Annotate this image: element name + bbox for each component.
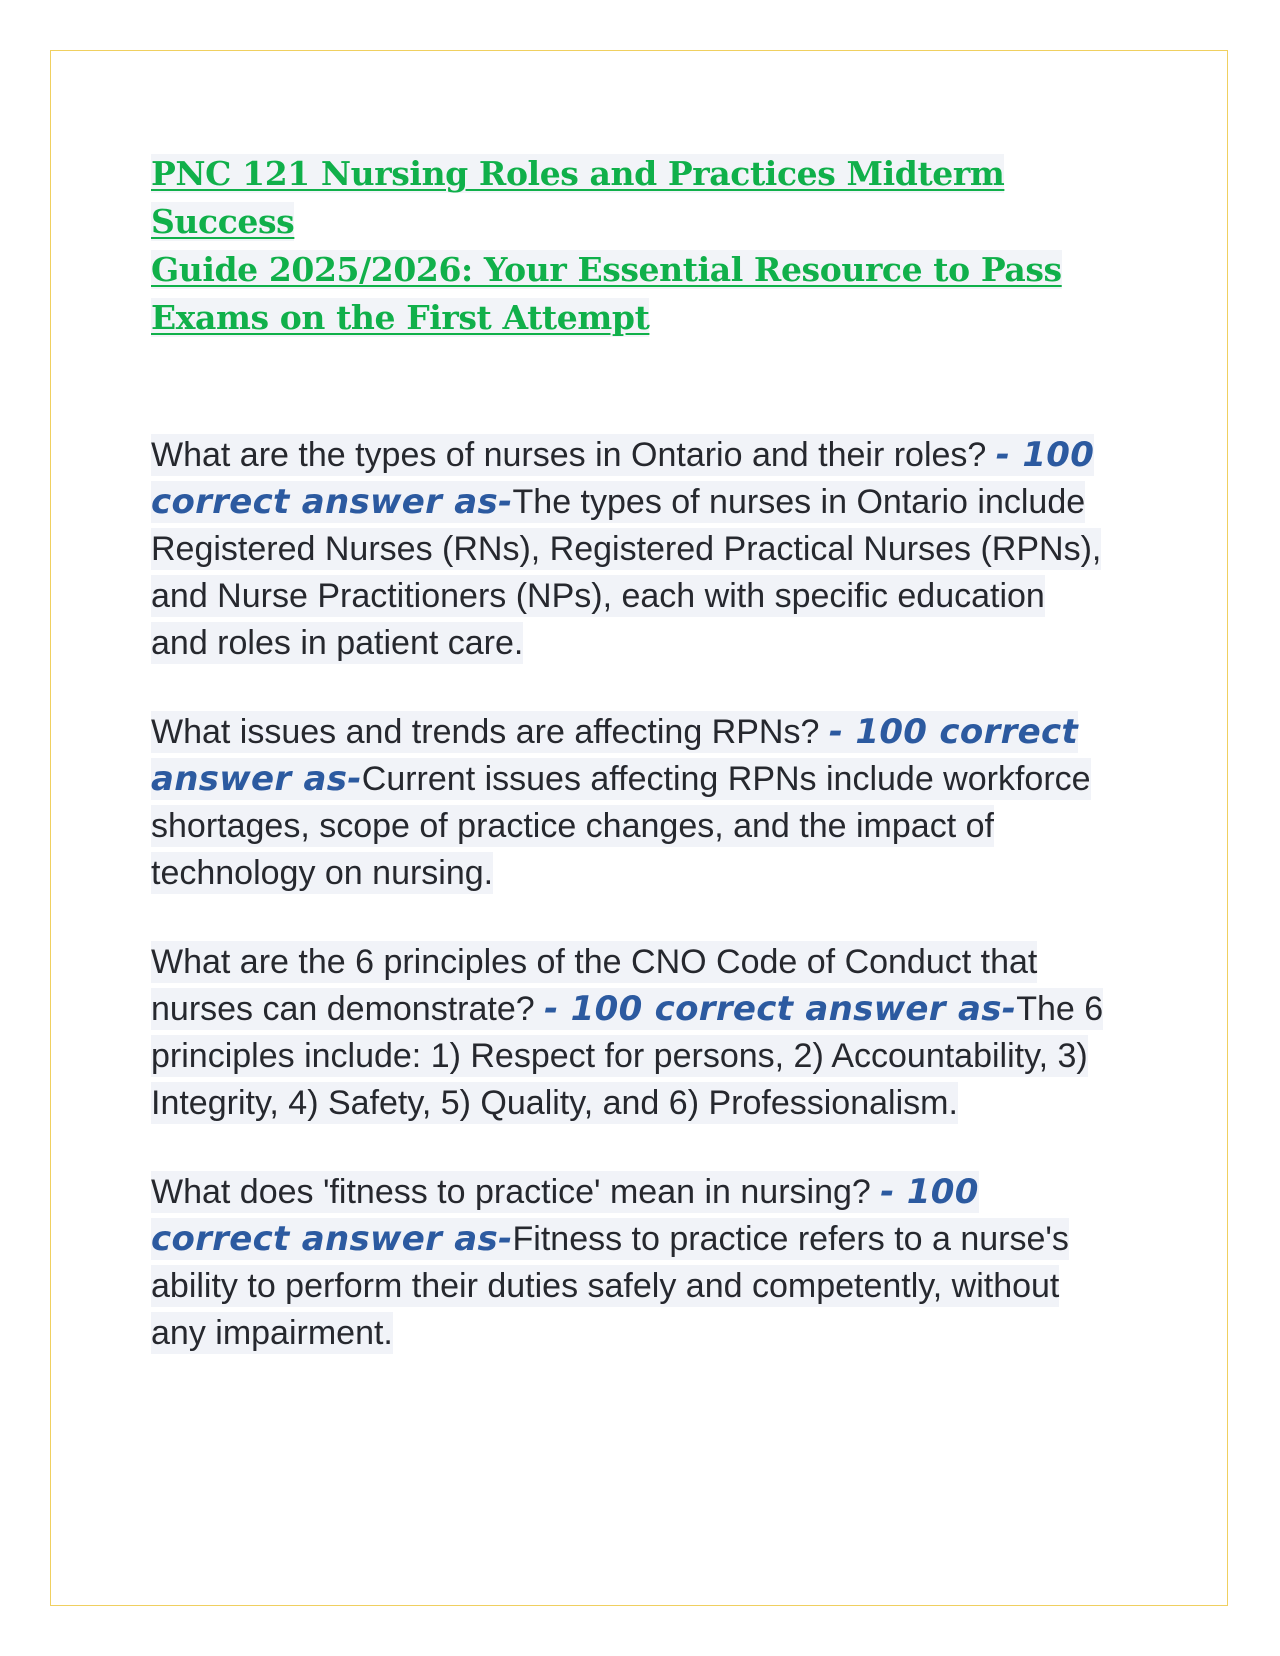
answer-marker: - 100 correct answer as- bbox=[151, 435, 1095, 522]
qa-item-4 bbox=[151, 1169, 1111, 1357]
answer-text: Current issues affecting RPNs include workforce shortages, scope of practice changes, and the impact of technology on nursing. bbox=[151, 760, 1091, 892]
qa-item-3 bbox=[151, 939, 1111, 1127]
answer-marker: - 100 correct answer as- bbox=[151, 1172, 979, 1259]
question-text: What does 'fitness to practice' mean in nursing? bbox=[151, 1173, 871, 1211]
qa-list bbox=[151, 432, 1111, 1357]
answer-marker: - 100 correct answer as- bbox=[151, 712, 1079, 799]
title-line-3: Exams on the First Attempt bbox=[151, 298, 650, 337]
answer-text: The types of nurses in Ontario include Registered Nurses (RNs), Registered Practical Nurses (RPNs), and Nurse Practitioners (NPs), each with specific education and roles in patient care. bbox=[151, 483, 1102, 662]
document-content bbox=[151, 150, 1111, 1399]
title-line-1: PNC 121 Nursing Roles and Practices Midterm Success bbox=[151, 154, 1005, 241]
answer-marker: - 100 correct answer as- bbox=[544, 989, 1017, 1029]
question-text: What are the types of nurses in Ontario and their roles? bbox=[151, 436, 987, 474]
answer-text: Fitness to practice refers to a nurse's ability to perform their duties safely and competently, without any impairment. bbox=[151, 1220, 1069, 1352]
question-text: What issues and trends are affecting RPNs? bbox=[151, 713, 820, 751]
qa-item-2 bbox=[151, 709, 1111, 897]
document-title bbox=[151, 150, 1111, 342]
answer-text: The 6 principles include: 1) Respect for persons, 2) Accountability, 3) Integrity, 4) Safety, 5) Quality, and 6) Professionalism. bbox=[151, 990, 1104, 1122]
question-text: What are the 6 principles of the CNO Code of Conduct that nurses can demonstrate? bbox=[151, 943, 1038, 1028]
qa-item-1 bbox=[151, 432, 1111, 667]
title-line-2: Guide 2025/2026: Your Essential Resource to Pass bbox=[151, 250, 1062, 289]
